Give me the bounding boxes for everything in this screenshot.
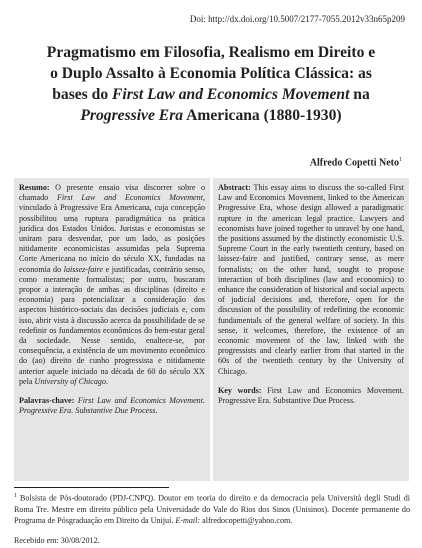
resumo-label: Resumo: (19, 183, 50, 192)
key-words-text: First Law and Economics Movement. Progressive Era. Substantive Due Process. (218, 385, 404, 406)
title-line-3-end: na (349, 86, 370, 103)
resumo-text-4: . (106, 376, 109, 386)
title-line-3-italic: First Law and Economics Movement (112, 86, 350, 103)
abstract-paragraph (218, 183, 404, 377)
key-words (218, 386, 404, 406)
abstract-box (213, 178, 409, 481)
palavras-chave-text: First Law and Economics Movement. Progressive Era. Substantive Due Process. (19, 396, 205, 416)
resumo-text-1: O presente ensaio visa discorrer sobre o chamado (19, 183, 205, 203)
footnote-email: alfredocopetti@yahoo.com. (200, 515, 293, 525)
title-line-3-start: bases do (52, 86, 113, 103)
article-title (24, 42, 398, 126)
resumo-italic-2: laissez-faire (63, 264, 103, 274)
footnote-mark: 1 (14, 493, 17, 499)
author (310, 157, 402, 168)
footnote-text: Bolsista de Pós-doutorado (PDJ-CNPQ). Doutor em teoria do direito e da democracia pela Università degli Studi di Roma Tre. Mestre em direito público pela Universidade do Vale do Rios dos Sinos (Unisinos). Docente permanente do Programa de Pósgraduação em Direito da Unijuí. (14, 493, 410, 525)
footnote (14, 491, 410, 526)
author-footnote-mark: 1 (399, 157, 402, 163)
palavras-chave-label: Palavras-chave: (19, 396, 75, 406)
resumo-italic-1: First Law and Economics Movement (56, 193, 203, 203)
title-line-1: Pragmatismo em Filosofia, Realismo em Direito e (46, 44, 376, 61)
abstract-label: Abstract: (218, 183, 251, 192)
resumo-paragraph (19, 183, 205, 387)
key-words-label: Key words: (218, 385, 262, 395)
resumo-text-2: , vinculado à Progressive Era Americana, cuja concepção possibilitou uma ruptura paradigmática na prática jurídica dos Estados Unidos. Juristas e economistas se uniram para desvendar, por um lado, as posições nitidamente economicistas assumidas pela Suprema Corte Americana no início do século XX, fundadas na economia do (19, 193, 205, 274)
title-line-4-italic: Progressive Era (80, 107, 184, 124)
title-line-2: o Duplo Assalto à Economia Política Clássica: as (50, 65, 372, 82)
resumo-italic-3: University of Chicago (34, 376, 106, 386)
abstract-text: This essay aims to discuss the so-called First Law and Economics Movement, linked to the American Progressive Era, whose design allowed a paradigmatic rupture in the american legal practice. Lawyers and economists have joined together to unravel by one hand, the positions assumed by the distinctly economistic U.S. Supreme Court in the early twentieth century, based on laissez-faire and justified, contrary sense, as mere formalists; on the other hand, sought to propose interaction of both disciplines (law and economics) to enhance the consideration of historical and social aspects of judicial decisions and, therefore, open for the discussion of the possibility of redefining the economic fundamentals of the general welfare of society. In this sense, it welcomes, therefore, the existence of an economic movement of the law, linked with the progressists and clearly earlier from that started in the 60s of the twentieth century by the University of Chicago. (218, 183, 404, 376)
doi-line: Doi: http://dx.doi.org/10.5007/2177-7055.2012v33n65p209 (189, 14, 405, 24)
received-date: Recebido em: 30/08/2012. (14, 536, 100, 545)
resumo-box (14, 178, 210, 481)
author-name: Alfredo Copetti Neto (309, 157, 399, 169)
title-line-4-end: Americana (1880-1930) (183, 107, 342, 124)
palavras-chave (19, 396, 205, 416)
footnote-email-label: E-mail: (175, 515, 201, 525)
footnote-divider (14, 487, 169, 488)
resumo-text-3: e justificadas, contrário senso, como meramente formalistas; por outro, buscaram propor a interação de ambas as disciplinas (direito e economia) para potencializar a consideração dos aspectos histórico-sociais das decisões judiciais e, com isso, abrir vista à discussão acerca da possibilidade de se redefinir os fundamentos econômicos do bem-estar geral da sociedade. Nesse sentido, enaltece-se, por consequência, a existência de um movimento econômico do (ao) direito de cunho progressista e nitidamente anterior aquele iniciado na década de 60 do século XX pela (19, 264, 206, 386)
